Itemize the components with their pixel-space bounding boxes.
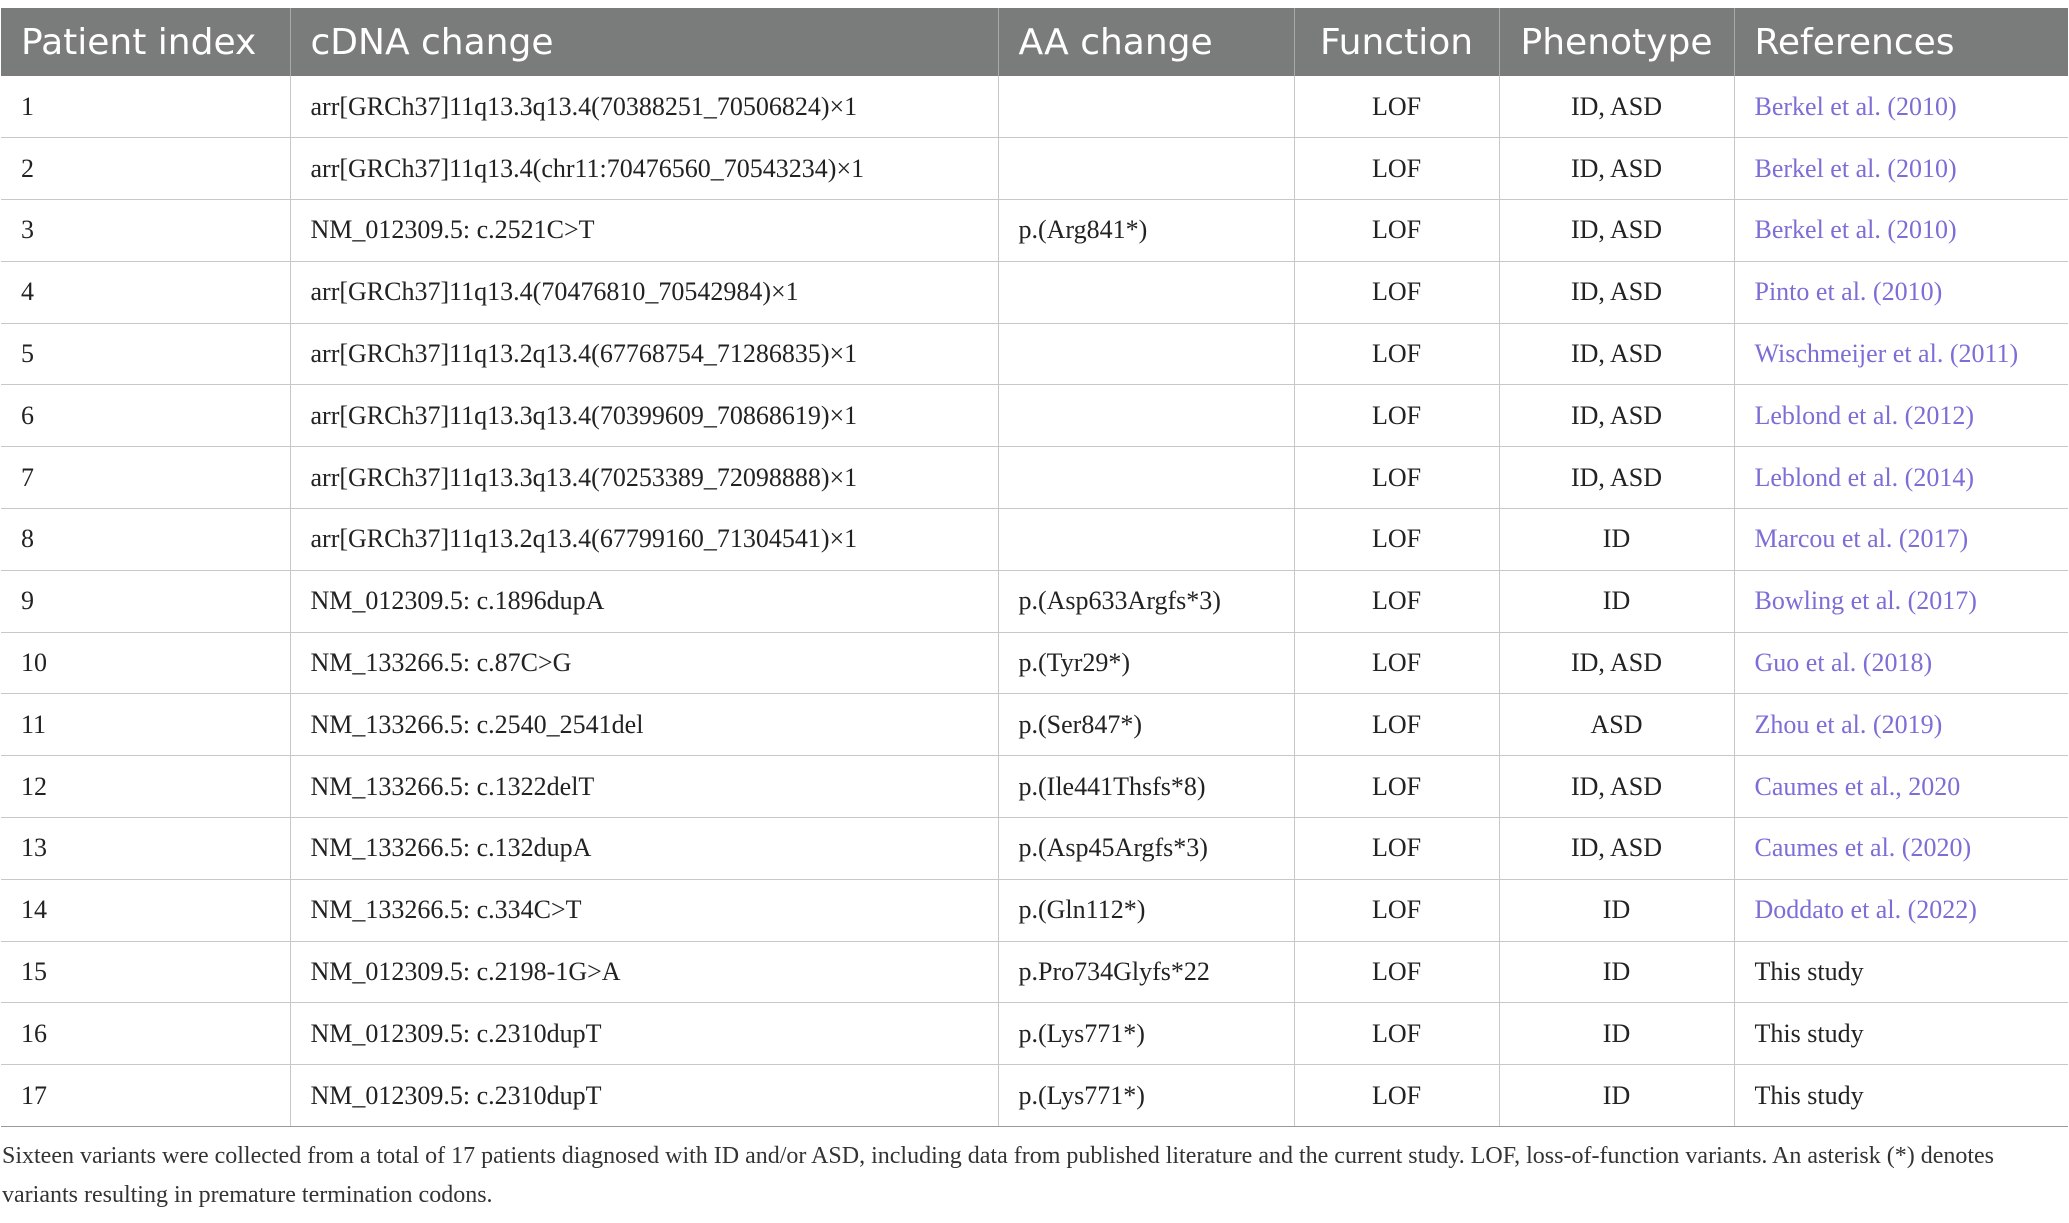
table-footnote: Sixteen variants were collected from a total of 17 patients diagnosed with ID and/or ASD, including data from published literature and the current study. LOF, loss-of-function variants. An asterisk (*) denotes variants resulting in premature termination codons.	[2, 1143, 1995, 1209]
reference-link[interactable]: Caumes et al., 2020	[1734, 756, 2068, 818]
table-row	[1, 76, 2068, 138]
reference-link[interactable]: Berkel et al. (2010)	[1734, 200, 2068, 262]
cell-patient-index: 11	[1, 694, 290, 756]
cell-cdna-change: NM_012309.5: c.2310dupT	[290, 1003, 998, 1065]
table-body	[1, 76, 2068, 1127]
cell-function: LOF	[1294, 632, 1499, 694]
reference-link[interactable]: Pinto et al. (2010)	[1734, 261, 2068, 323]
cell-aa-change	[998, 447, 1294, 509]
cell-phenotype: ID	[1499, 941, 1734, 1003]
table-row	[1, 323, 2068, 385]
cell-cdna-change: arr[GRCh37]11q13.3q13.4(70253389_72098888)×1	[290, 447, 998, 509]
header-function: Function	[1294, 8, 1499, 76]
table-row	[1, 1003, 2068, 1065]
cell-function: LOF	[1294, 76, 1499, 138]
cell-function: LOF	[1294, 200, 1499, 262]
cell-function: LOF	[1294, 323, 1499, 385]
cell-cdna-change: NM_133266.5: c.1322delT	[290, 756, 998, 818]
table-header-row	[1, 8, 2068, 76]
cell-aa-change: p.(Asp633Argfs*3)	[998, 570, 1294, 632]
cell-phenotype: ID, ASD	[1499, 200, 1734, 262]
cell-phenotype: ID, ASD	[1499, 756, 1734, 818]
cell-patient-index: 12	[1, 756, 290, 818]
header-references: References	[1754, 21, 1955, 63]
cell-patient-index: 6	[1, 385, 290, 447]
cell-aa-change: p.(Lys771*)	[998, 1003, 1294, 1065]
reference-link[interactable]: Leblond et al. (2014)	[1734, 447, 2068, 509]
cell-reference: This study	[1734, 941, 2068, 1003]
cell-patient-index: 7	[1, 447, 290, 509]
cell-cdna-change: NM_012309.5: c.2521C>T	[290, 200, 998, 262]
cell-cdna-change: NM_012309.5: c.2310dupT	[290, 1065, 998, 1127]
cell-patient-index: 3	[1, 200, 290, 262]
cell-function: LOF	[1294, 1003, 1499, 1065]
variant-table-container	[0, 8, 2069, 1215]
cell-aa-change	[998, 385, 1294, 447]
cell-function: LOF	[1294, 694, 1499, 756]
cell-phenotype: ID, ASD	[1499, 447, 1734, 509]
reference-link[interactable]: Wischmeijer et al. (2011)	[1734, 323, 2068, 385]
cell-cdna-change: arr[GRCh37]11q13.3q13.4(70399609_70868619)×1	[290, 385, 998, 447]
table-row	[1, 570, 2068, 632]
reference-link[interactable]: Bowling et al. (2017)	[1734, 570, 2068, 632]
cell-aa-change	[998, 138, 1294, 200]
table-row	[1, 447, 2068, 509]
header-patient-index: Patient index	[1, 8, 290, 76]
cell-patient-index: 13	[1, 818, 290, 880]
cell-reference: This study	[1734, 1003, 2068, 1065]
cell-cdna-change: arr[GRCh37]11q13.2q13.4(67799160_71304541)×1	[290, 509, 998, 571]
cell-patient-index: 4	[1, 261, 290, 323]
cell-patient-index: 10	[1, 632, 290, 694]
reference-link[interactable]: Zhou et al. (2019)	[1734, 694, 2068, 756]
reference-link[interactable]: Caumes et al. (2020)	[1734, 818, 2068, 880]
cell-aa-change	[998, 76, 1294, 138]
cell-cdna-change: arr[GRCh37]11q13.2q13.4(67768754_71286835)×1	[290, 323, 998, 385]
cell-cdna-change: arr[GRCh37]11q13.4(chr11:70476560_70543234)×1	[290, 138, 998, 200]
cell-patient-index: 15	[1, 941, 290, 1003]
cell-phenotype: ID, ASD	[1499, 632, 1734, 694]
cell-patient-index: 8	[1, 509, 290, 571]
cell-patient-index: 14	[1, 879, 290, 941]
cell-cdna-change: arr[GRCh37]11q13.3q13.4(70388251_70506824)×1	[290, 76, 998, 138]
cell-aa-change	[998, 509, 1294, 571]
cell-aa-change: p.Pro734Glyfs*22	[998, 941, 1294, 1003]
cell-patient-index: 9	[1, 570, 290, 632]
cell-aa-change: p.(Arg841*)	[998, 200, 1294, 262]
cell-function: LOF	[1294, 1065, 1499, 1127]
cell-phenotype: ID	[1499, 509, 1734, 571]
table-row	[1, 818, 2068, 880]
reference-link[interactable]: Leblond et al. (2012)	[1734, 385, 2068, 447]
cell-phenotype: ID, ASD	[1499, 76, 1734, 138]
table-row	[1, 1065, 2068, 1127]
cell-function: LOF	[1294, 261, 1499, 323]
table-row	[1, 509, 2068, 571]
cell-aa-change: p.(Lys771*)	[998, 1065, 1294, 1127]
table-row	[1, 261, 2068, 323]
cell-aa-change: p.(Gln112*)	[998, 879, 1294, 941]
reference-link[interactable]: Doddato et al. (2022)	[1734, 879, 2068, 941]
table-row	[1, 756, 2068, 818]
cell-patient-index: 16	[1, 1003, 290, 1065]
table-row	[1, 941, 2068, 1003]
cell-aa-change	[998, 323, 1294, 385]
variant-table	[1, 8, 2068, 1127]
cell-cdna-change: arr[GRCh37]11q13.4(70476810_70542984)×1	[290, 261, 998, 323]
header-aa-change: AA change	[998, 8, 1294, 76]
reference-link[interactable]: Marcou et al. (2017)	[1734, 509, 2068, 571]
cell-phenotype: ID	[1499, 1065, 1734, 1127]
cell-reference: This study	[1734, 1065, 2068, 1127]
cell-function: LOF	[1294, 879, 1499, 941]
cell-cdna-change: NM_133266.5: c.132dupA	[290, 818, 998, 880]
cell-phenotype: ID	[1499, 1003, 1734, 1065]
cell-phenotype: ASD	[1499, 694, 1734, 756]
table-row	[1, 694, 2068, 756]
cell-function: LOF	[1294, 447, 1499, 509]
cell-phenotype: ID, ASD	[1499, 261, 1734, 323]
cell-function: LOF	[1294, 385, 1499, 447]
header-phenotype: Phenotype	[1499, 8, 1734, 76]
cell-aa-change: p.(Ile441Thsfs*8)	[998, 756, 1294, 818]
cell-aa-change: p.(Ser847*)	[998, 694, 1294, 756]
cell-phenotype: ID, ASD	[1499, 138, 1734, 200]
cell-cdna-change: NM_133266.5: c.87C>G	[290, 632, 998, 694]
cell-function: LOF	[1294, 941, 1499, 1003]
cell-function: LOF	[1294, 818, 1499, 880]
cell-function: LOF	[1294, 138, 1499, 200]
reference-link[interactable]: Berkel et al. (2010)	[1734, 138, 2068, 200]
cell-function: LOF	[1294, 570, 1499, 632]
cell-phenotype: ID, ASD	[1499, 323, 1734, 385]
cell-phenotype: ID	[1499, 570, 1734, 632]
cell-patient-index: 5	[1, 323, 290, 385]
table-row	[1, 200, 2068, 262]
cell-phenotype: ID, ASD	[1499, 385, 1734, 447]
cell-aa-change	[998, 261, 1294, 323]
reference-link[interactable]: Guo et al. (2018)	[1734, 632, 2068, 694]
cell-function: LOF	[1294, 509, 1499, 571]
cell-cdna-change: NM_133266.5: c.2540_2541del	[290, 694, 998, 756]
table-row	[1, 385, 2068, 447]
table-row	[1, 879, 2068, 941]
cell-aa-change: p.(Asp45Argfs*3)	[998, 818, 1294, 880]
table-row	[1, 138, 2068, 200]
cell-phenotype: ID, ASD	[1499, 818, 1734, 880]
cell-phenotype: ID	[1499, 879, 1734, 941]
header-cdna-change: cDNA change	[290, 8, 998, 76]
cell-function: LOF	[1294, 756, 1499, 818]
cell-aa-change: p.(Tyr29*)	[998, 632, 1294, 694]
table-row	[1, 632, 2068, 694]
cell-patient-index: 17	[1, 1065, 290, 1127]
cell-cdna-change: NM_012309.5: c.1896dupA	[290, 570, 998, 632]
reference-link[interactable]: Berkel et al. (2010)	[1734, 76, 2068, 138]
cell-patient-index: 1	[1, 76, 290, 138]
cell-patient-index: 2	[1, 138, 290, 200]
cell-cdna-change: NM_012309.5: c.2198-1G>A	[290, 941, 998, 1003]
cell-cdna-change: NM_133266.5: c.334C>T	[290, 879, 998, 941]
